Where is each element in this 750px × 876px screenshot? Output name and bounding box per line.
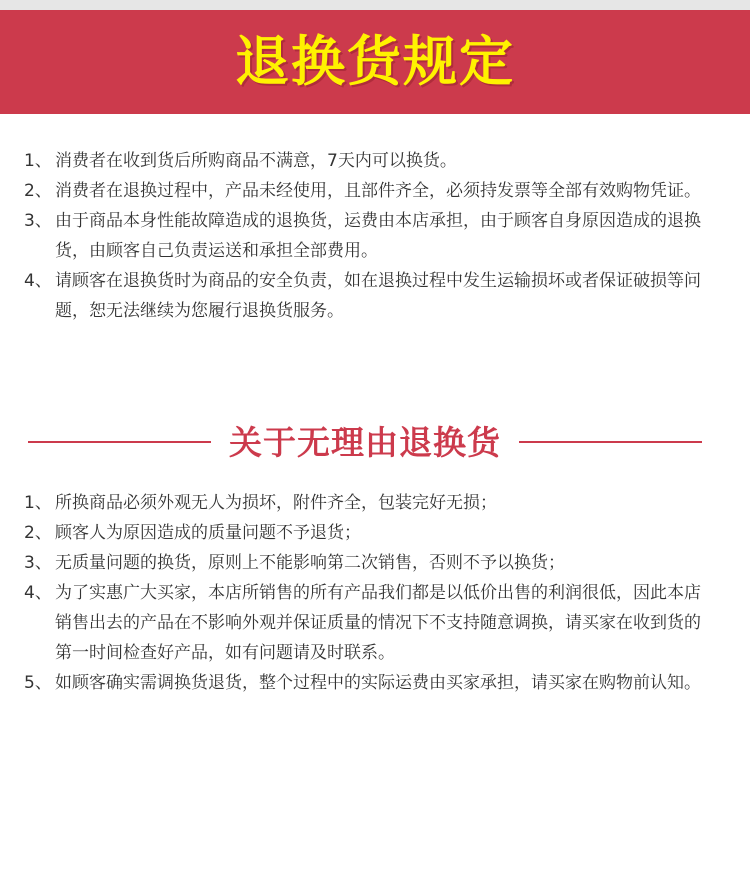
return-rules-list: [24, 146, 714, 326]
list-item: [24, 266, 714, 326]
item-text: 无质量问题的换货，原则上不能影响第二次销售，否则不予以换货；: [55, 553, 565, 573]
item-number: 5、: [24, 673, 52, 693]
no-reason-return-list: [24, 488, 714, 698]
list-item: [24, 518, 714, 548]
item-number: 4、: [24, 271, 52, 291]
list-item: [24, 206, 714, 266]
item-text: 消费者在收到货后所购商品不满意，7天内可以换货。: [55, 151, 457, 171]
item-text: 消费者在退换过程中，产品未经使用，且部件齐全，必须持发票等全部有效购物凭证。: [55, 181, 701, 201]
item-number: 3、: [24, 211, 52, 231]
item-number: 3、: [24, 553, 52, 573]
item-text: 顾客人为原因造成的质量问题不予退货；: [55, 523, 361, 543]
list-item: [24, 176, 714, 206]
page-title: 退换货规定: [235, 30, 515, 93]
list-item: [24, 578, 714, 668]
title-banner: [0, 10, 750, 114]
item-number: 1、: [24, 151, 52, 171]
divider-right: [519, 441, 702, 443]
top-strip: [0, 0, 750, 10]
list-item: [24, 668, 714, 698]
item-text: 为了实惠广大买家，本店所销售的所有产品我们都是以低价出售的利润很低，因此本店销售出去的产品在不影响外观并保证质量的情况下不支持随意调换，请买家在收到货的第一时间检查好产品，如有问题请及时联系。: [55, 583, 701, 663]
section-title: 关于无理由退换货: [229, 422, 501, 462]
list-item: [24, 488, 714, 518]
item-text: 所换商品必须外观无人为损坏，附件齐全，包装完好无损；: [55, 493, 497, 513]
item-text: 由于商品本身性能故障造成的退换货，运费由本店承担，由于顾客自身原因造成的退换货，由顾客自己负责运送和承担全部费用。: [55, 211, 701, 261]
item-text: 请顾客在退换货时为商品的安全负责，如在退换过程中发生运输损坏或者保证破损等问题，恕无法继续为您履行退换货服务。: [55, 271, 701, 321]
item-number: 2、: [24, 181, 52, 201]
list-item: [24, 548, 714, 578]
item-number: 2、: [24, 523, 52, 543]
list-item: [24, 146, 714, 176]
item-number: 4、: [24, 583, 52, 603]
item-number: 1、: [24, 493, 52, 513]
divider-left: [28, 441, 211, 443]
item-text: 如顾客确实需调换货退货，整个过程中的实际运费由买家承担，请买家在购物前认知。: [55, 673, 701, 693]
section-heading: [28, 414, 702, 470]
